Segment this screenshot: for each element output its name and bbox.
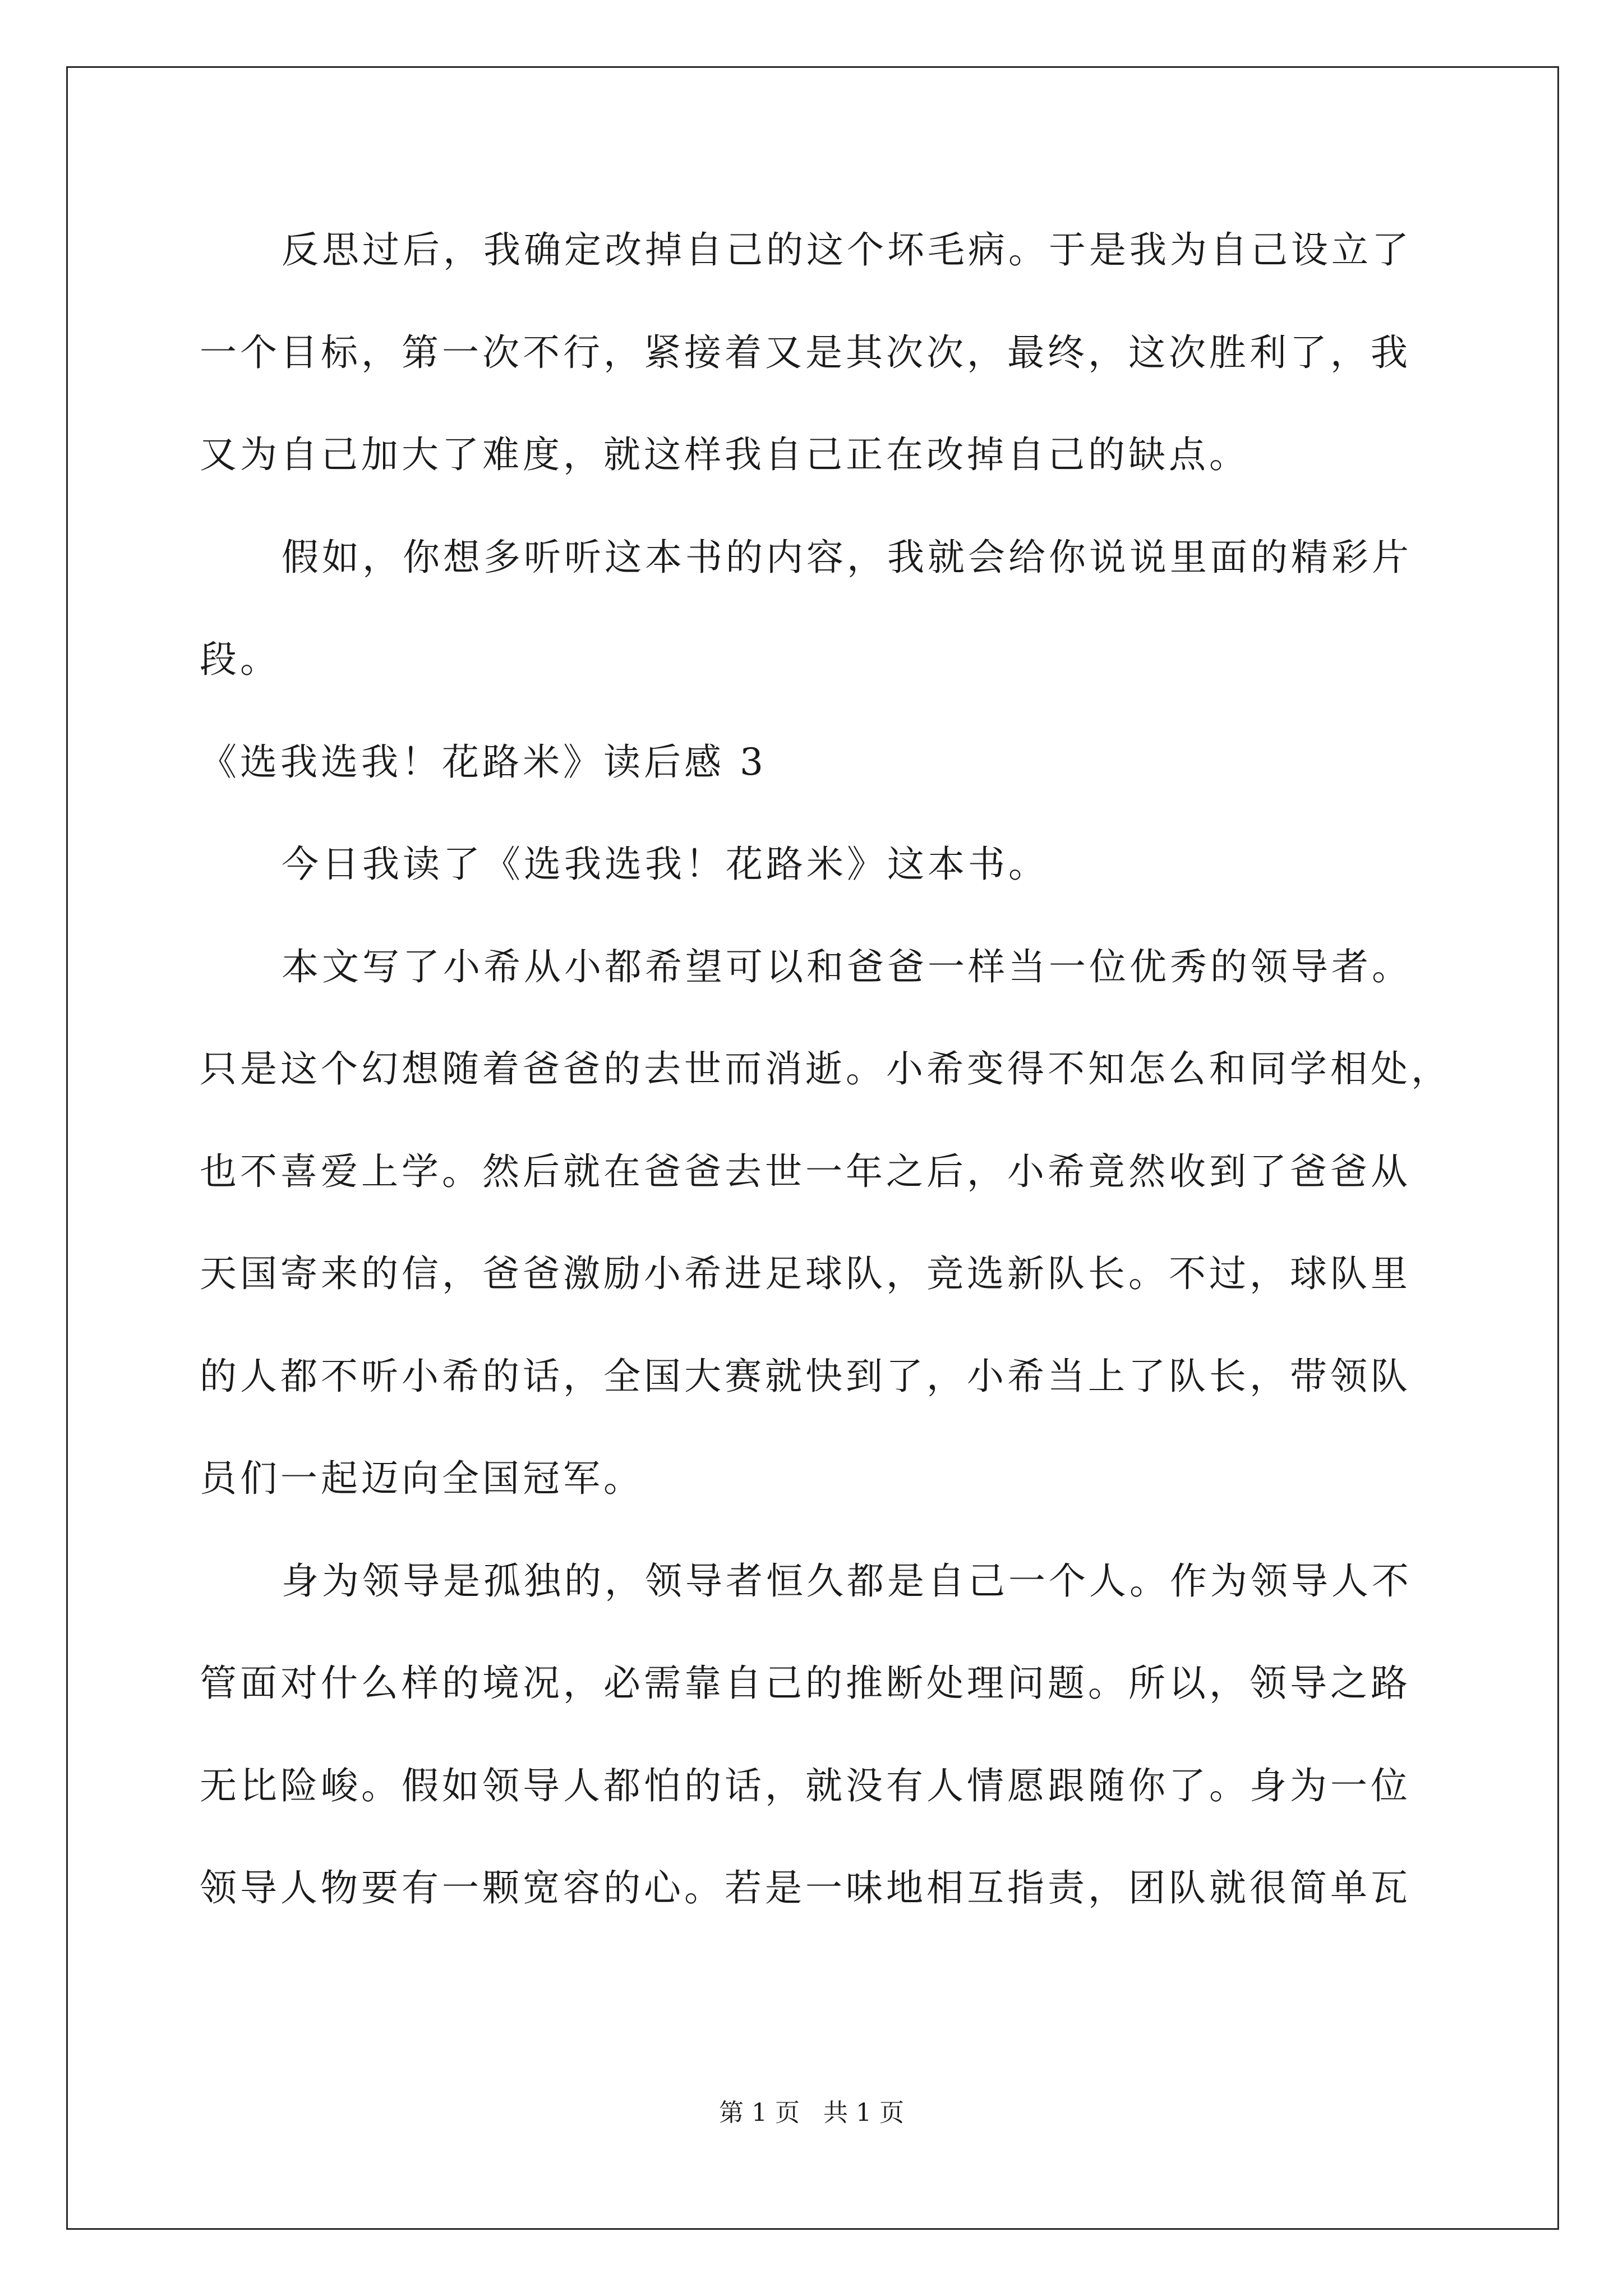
- text-line: 只是这个幻想随着爸爸的去世而消逝。小希变得不知怎么和同学相处，: [200, 1047, 1451, 1091]
- text-line: 领导人物要有一颗宽容的心。若是一味地相互指责，团队就很简单瓦: [200, 1866, 1411, 1910]
- text-line: 反思过后，我确定改掉自己的这个坏毛病。于是我为自己设立了: [282, 228, 1412, 272]
- text-line: 管面对什么样的境况，必需靠自己的推断处理问题。所以，领导之路: [200, 1662, 1411, 1705]
- text-line: 本文写了小希从小都希望可以和爸爸一样当一位优秀的领导者。: [282, 945, 1412, 988]
- text-line: 的人都不听小希的话，全国大赛就快到了，小希当上了队长，带领队: [200, 1354, 1411, 1398]
- page-footer: [0, 2092, 1623, 2128]
- page-number-total: 共 1 页: [823, 2099, 904, 2127]
- text-line: 员们一起迈向全国冠军。: [200, 1457, 644, 1500]
- text-line: 身为领导是孤独的，领导者恒久都是自己一个人。作为领导人不: [282, 1559, 1412, 1603]
- text-line: 无比险峻。假如领导人都怕的话，就没有人情愿跟随你了。身为一位: [200, 1764, 1411, 1807]
- section-heading: 《选我选我！花路米》读后感 3: [200, 740, 767, 784]
- text-line: 段。: [200, 638, 280, 681]
- text-line: 今日我读了《选我选我！花路米》这本书。: [282, 843, 1049, 886]
- text-line: 一个目标，第一次不行，紧接着又是其次次，最终，这次胜利了，我: [200, 330, 1411, 374]
- text-line: 天国寄来的信，爸爸激励小希进足球队，竞选新队长。不过，球队里: [200, 1252, 1411, 1295]
- document-body: [200, 199, 1451, 1940]
- page-number-current: 第 1 页: [719, 2099, 800, 2127]
- text-line: 假如，你想多听听这本书的内容，我就会给你说说里面的精彩片: [282, 535, 1412, 579]
- text-line: 也不喜爱上学。然后就在爸爸去世一年之后，小希竟然收到了爸爸从: [200, 1149, 1411, 1193]
- text-line: 又为自己加大了难度，就这样我自己正在改掉自己的缺点。: [200, 433, 1249, 476]
